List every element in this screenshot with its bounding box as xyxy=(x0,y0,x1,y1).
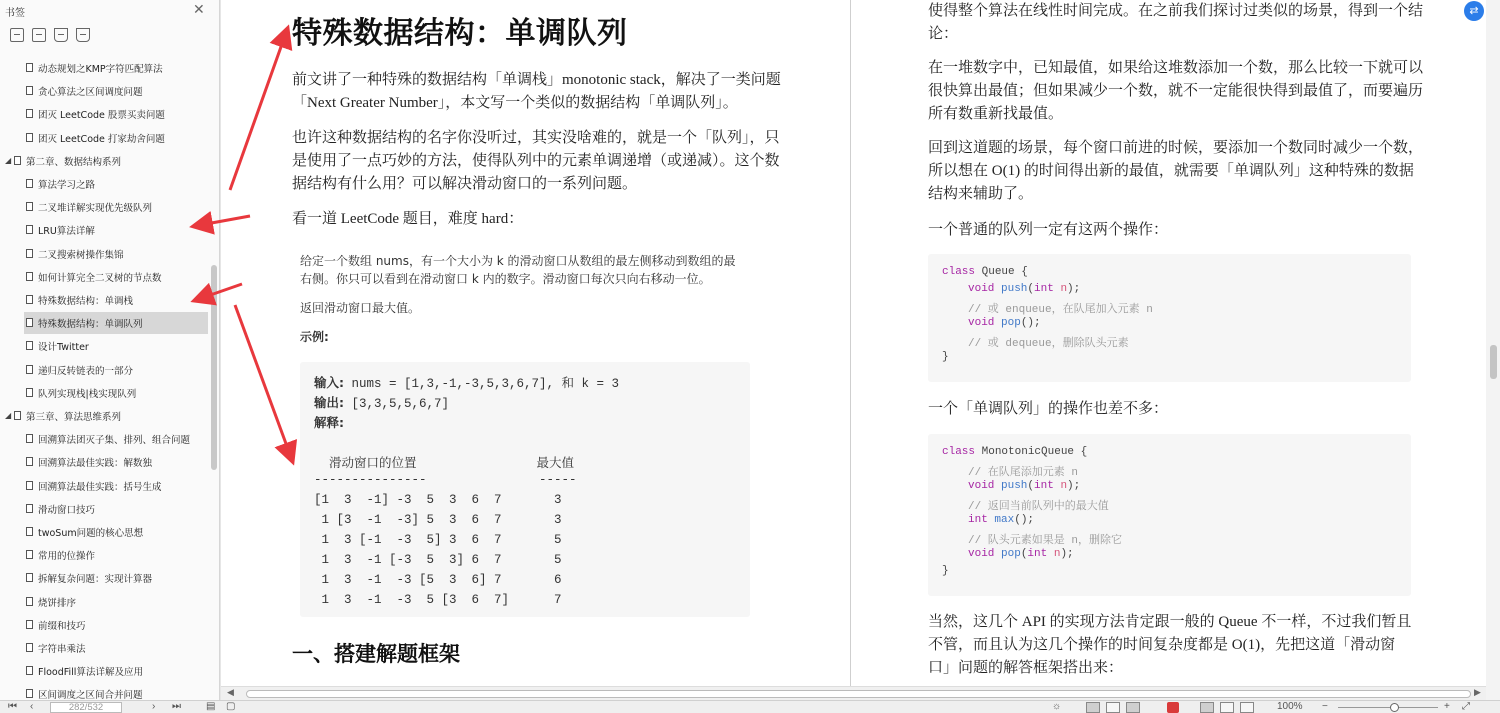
bookmark-item[interactable] xyxy=(0,196,210,218)
bookmark-label: 二叉搜索树操作集锦 xyxy=(38,249,124,261)
code-paren: ); xyxy=(1027,317,1041,329)
code-comment: // 队头元素如果是 n，删除它 xyxy=(968,535,1123,547)
text-line: 是使用了一点巧妙的方法，使得队列中的元素单调递增（或递减）。这个数 xyxy=(292,153,780,169)
code-keyword: class xyxy=(942,446,976,458)
code-paren: ( xyxy=(1020,548,1028,560)
code-arg-type: int xyxy=(1034,283,1054,295)
bookmark-label: twoSum问题的核心思想 xyxy=(38,528,144,539)
bookmark-label: 团灭 LeetCode 股票买卖问题 xyxy=(38,110,165,122)
code-type: int xyxy=(968,514,988,526)
bookmark-item[interactable] xyxy=(0,451,210,473)
bookmark-label: 算法学习之路 xyxy=(38,180,96,191)
bookmark-label: 特殊数据结构：单调栈 xyxy=(38,296,134,307)
code-type: void xyxy=(968,480,995,492)
document-icon xyxy=(26,527,33,536)
table-rule: --------------- ----- xyxy=(314,473,577,487)
problem-statement xyxy=(300,252,760,346)
code-block-queue xyxy=(928,254,1411,382)
code-class-name: MonotonicQueue { xyxy=(975,446,1088,458)
bookmark-label: 特殊数据结构：单调队列 xyxy=(38,319,143,331)
pdf-page-right xyxy=(851,0,1486,686)
code-function: pop xyxy=(994,548,1021,560)
document-icon xyxy=(26,573,33,582)
bookmark-item[interactable] xyxy=(0,103,210,125)
bookmark-item[interactable] xyxy=(0,80,210,102)
code-comment: // 或 dequeue，删除队头元素 xyxy=(968,338,1129,350)
paragraph-top xyxy=(928,0,1423,46)
code-line xyxy=(942,266,1028,278)
fit-page-button[interactable] xyxy=(1200,702,1214,713)
zoom-level[interactable]: 100% xyxy=(1277,701,1303,712)
continuous-view-button[interactable] xyxy=(1126,702,1140,713)
bookmark-label: 滑动窗口技巧 xyxy=(38,504,96,516)
document-icon xyxy=(26,272,33,281)
text-line: 当然，这几个 API 的实现方法肯定跟一般的 Queue 不一样，不过我们暂且 xyxy=(928,614,1412,630)
zoom-slider[interactable] xyxy=(1338,707,1438,708)
document-icon xyxy=(26,133,33,142)
bookmark-label: 拆解复杂问题：实现计算器 xyxy=(38,574,153,586)
bookmark-label: 回溯算法团灭子集、排列、组合问题 xyxy=(38,435,191,447)
open-file-icon[interactable]: ▤ xyxy=(206,701,216,712)
example-output-line xyxy=(314,393,449,411)
document-icon xyxy=(26,620,33,629)
code-paren: ); xyxy=(1067,283,1081,295)
document-icon xyxy=(26,318,33,327)
document-icon xyxy=(26,504,33,513)
paragraph-api xyxy=(928,611,1411,680)
bookmark-label: 前缀和技巧 xyxy=(38,620,86,632)
scroll-left-icon[interactable]: ◀ xyxy=(227,687,234,697)
text-line: 在一堆数字中，已知最值，如果给这堆数添加一个数，那么比较一下就可以 xyxy=(928,60,1424,76)
code-function: push xyxy=(994,283,1028,295)
bookmark-item[interactable] xyxy=(24,312,208,334)
double-page-view-button[interactable] xyxy=(1106,702,1120,713)
problem-return: 返回滑动窗口最大值。 xyxy=(300,301,421,315)
explain-label: 解释: xyxy=(314,415,344,430)
page-number-input[interactable]: 282/532 xyxy=(50,702,122,713)
prev-page-icon[interactable]: ‹ xyxy=(30,701,34,712)
table-row: 1 3 -1 -3 5 [3 6 7] 7 xyxy=(314,593,562,607)
document-icon xyxy=(26,457,33,466)
code-keyword: class xyxy=(942,266,976,278)
table-header: 滑动窗口的位置 最大值 xyxy=(314,457,575,471)
actual-size-button[interactable] xyxy=(1240,702,1254,713)
bookmark-label: 贪心算法之区间调度问题 xyxy=(38,87,143,99)
code-paren: ); xyxy=(1060,548,1074,560)
table-row: 1 3 [-1 -3 5] 3 6 7 5 xyxy=(314,533,562,547)
code-line xyxy=(968,334,1129,350)
text-line: 很快算出最值；但如果减少一个数，就不一定能很快得到最值了，而要遍历 xyxy=(928,83,1424,99)
bookmark-item[interactable] xyxy=(0,660,210,682)
code-paren: ( xyxy=(1020,317,1028,329)
bookmark-panel-title: 书签 xyxy=(5,8,25,19)
document-icon xyxy=(26,225,33,234)
problem-line: 右侧。你只可以看到在滑动窗口 k 内的数字。滑动窗口每次只向右移动一位。 xyxy=(300,272,711,286)
bookmark-panel xyxy=(0,0,220,700)
code-line: } xyxy=(942,565,949,577)
add-bookmark-icon[interactable] xyxy=(54,28,68,42)
bookmark-item[interactable] xyxy=(0,683,210,700)
table-row: [1 3 -1] -3 5 3 6 7 3 xyxy=(314,493,562,507)
bookmark-item[interactable] xyxy=(0,173,210,195)
document-icon xyxy=(26,643,33,652)
document-icon xyxy=(26,481,33,490)
bookmark-item[interactable] xyxy=(0,150,210,172)
output-value: [3,3,5,5,6,7] xyxy=(344,397,450,411)
bookmark-item[interactable] xyxy=(0,289,210,311)
bookmark-item[interactable] xyxy=(0,266,210,288)
example-code-block xyxy=(300,362,750,617)
bookmark-label: 回溯算法最佳实践：括号生成 xyxy=(38,481,162,493)
document-icon xyxy=(26,249,33,258)
bookmark-label: 字符串乘法 xyxy=(38,644,86,655)
code-block-monotonic-queue xyxy=(928,434,1411,596)
code-arg-type: int xyxy=(1034,480,1054,492)
bookmark-item[interactable] xyxy=(0,521,210,543)
bookmark-label: 如何计算完全二叉树的节点数 xyxy=(38,272,162,284)
translate-icon[interactable]: ⇄ xyxy=(1464,1,1484,21)
document-icon xyxy=(26,202,33,211)
single-page-view-button[interactable] xyxy=(1086,702,1100,713)
bookmark-item[interactable] xyxy=(0,614,210,636)
last-page-icon[interactable]: ⏭ xyxy=(172,701,181,712)
bookmark-item[interactable] xyxy=(0,475,210,497)
zoom-slider-handle[interactable] xyxy=(1390,703,1399,712)
input-label: 输入: xyxy=(314,375,344,390)
bookmark-item[interactable] xyxy=(0,428,210,450)
text-line: 回到这道题的场景，每个窗口前进的时候，要添加一个数同时减少一个数， xyxy=(928,140,1424,156)
bookmark-panel-header xyxy=(0,0,220,22)
document-icon xyxy=(26,86,33,95)
code-paren: ); xyxy=(1067,480,1081,492)
horizontal-scrollbar[interactable] xyxy=(221,686,1486,700)
document-icon xyxy=(26,388,33,397)
zoom-in-icon[interactable]: + xyxy=(1444,701,1450,712)
paragraph-3: 看一道 LeetCode 题目，难度 hard： xyxy=(292,211,524,227)
collapse-all-icon[interactable] xyxy=(32,28,46,42)
document-icon xyxy=(26,666,33,675)
code-function: max xyxy=(987,514,1015,526)
bookmark-item[interactable] xyxy=(0,382,210,404)
code-arg-type: int xyxy=(1027,548,1048,560)
code-line: } xyxy=(942,351,949,363)
document-icon xyxy=(26,109,33,118)
bookmark-scrollbar[interactable] xyxy=(211,265,217,470)
document-icon xyxy=(26,341,33,350)
code-line xyxy=(968,480,1080,492)
code-arg-name: n xyxy=(1053,480,1068,492)
code-function: push xyxy=(994,480,1028,492)
output-label: 输出: xyxy=(314,395,344,410)
document-icon xyxy=(14,411,21,420)
export-icon[interactable]: ▢ xyxy=(226,701,236,712)
bookmark-item[interactable] xyxy=(0,127,210,149)
table-row: 1 3 -1 [-3 5 3] 6 7 5 xyxy=(314,553,562,567)
paragraph-max xyxy=(928,57,1423,126)
expand-all-icon[interactable] xyxy=(10,28,24,42)
code-line xyxy=(968,463,1078,479)
first-page-icon[interactable]: ⏮ xyxy=(8,701,17,712)
text-line: 前文讲了一种特殊的数据结构「单调栈」monotonic stack，解决了一类问题 xyxy=(292,72,781,88)
text-line: 所以想在 O(1) 的时间得出新的最值，就需要「单调队列」这种特殊的数据 xyxy=(928,163,1414,179)
vertical-scroll-thumb[interactable] xyxy=(1490,345,1497,379)
text-line: 也许这种数据结构的名字你没听过，其实没啥难的，就是一个「队列」，只 xyxy=(292,130,780,146)
text-line: 据结构有什么用？可以解决滑动窗口的一系列问题。 xyxy=(292,176,638,192)
bookmark-icon[interactable] xyxy=(76,28,90,42)
text-line: 不管，而且认为这几个操作的时间复杂度都是 O(1)，先把这道「滑动窗 xyxy=(928,637,1396,653)
bookmark-label: LRU算法详解 xyxy=(38,226,95,238)
intro-paragraph xyxy=(292,69,781,115)
text-line: 论： xyxy=(928,26,959,42)
text-line: 所有数重新找最值。 xyxy=(928,106,1064,122)
text-line: 结构来辅助了。 xyxy=(928,186,1034,202)
code-type: void xyxy=(968,317,995,329)
section-heading: 一、搭建解题框架 xyxy=(292,641,460,666)
text-line: 使得整个算法在线性时间完成。在之前我们探讨过类似的场景，得到一个结 xyxy=(928,3,1424,19)
text-line: 「Next Greater Number」，本文写一个类似的数据结构「单调队列」。 xyxy=(292,95,738,111)
code-line xyxy=(968,531,1122,547)
bookmark-label: 常用的位操作 xyxy=(38,551,96,563)
collapse-triangle-icon[interactable]: ◢ xyxy=(5,155,12,165)
bookmark-item[interactable] xyxy=(0,567,210,589)
document-icon xyxy=(14,156,21,165)
eye-care-icon[interactable]: ☼ xyxy=(1052,701,1062,712)
code-type: void xyxy=(968,283,995,295)
bookmark-label: 第三章、算法思维系列 xyxy=(26,412,122,423)
code-comment: // 或 enqueue，在队尾加入元素 n xyxy=(968,304,1153,316)
document-icon xyxy=(26,295,33,304)
pdf-page-left xyxy=(221,0,850,686)
code-line xyxy=(968,548,1074,560)
collapse-triangle-icon[interactable]: ◢ xyxy=(5,411,12,420)
document-icon xyxy=(26,179,33,188)
code-line xyxy=(968,514,1034,526)
text-line: 口」问题的解答框架搭出来： xyxy=(928,660,1124,676)
bookmark-label: 区间调度之区间合并问题 xyxy=(38,690,143,700)
bookmark-item[interactable] xyxy=(0,219,210,241)
code-line xyxy=(968,283,1080,295)
paragraph-2 xyxy=(292,127,780,196)
bookmark-label: 队列实现栈|栈实现队列 xyxy=(38,388,137,400)
page-title: 特殊数据结构：单调队列 xyxy=(292,16,628,51)
play-icon[interactable] xyxy=(1167,702,1179,713)
code-line xyxy=(968,300,1153,316)
bookmark-item[interactable] xyxy=(0,359,210,381)
bookmark-item[interactable] xyxy=(0,335,210,357)
paragraph-monotonic: 一个「单调队列」的操作也差不多： xyxy=(928,401,1169,417)
code-arg-name: n xyxy=(1047,548,1061,560)
document-icon xyxy=(26,434,33,443)
code-paren: ( xyxy=(1027,283,1035,295)
bookmark-label: 烧饼排序 xyxy=(38,597,77,609)
code-line xyxy=(942,446,1087,458)
code-line xyxy=(968,317,1041,329)
input-value: nums = [1,3,-1,-3,5,3,6,7], 和 k = 3 xyxy=(344,377,620,391)
bookmark-item[interactable] xyxy=(0,498,210,520)
code-arg-name: n xyxy=(1053,283,1068,295)
bookmark-item[interactable] xyxy=(0,637,210,659)
document-icon xyxy=(26,63,33,72)
status-bar xyxy=(0,700,1500,713)
code-type: void xyxy=(968,548,995,560)
bookmark-item[interactable] xyxy=(0,544,210,566)
code-class-name: Queue { xyxy=(975,266,1028,278)
zoom-out-icon[interactable]: − xyxy=(1322,701,1328,712)
code-function: pop xyxy=(994,317,1021,329)
bookmark-toolbar xyxy=(0,28,220,46)
document-icon xyxy=(26,689,33,698)
table-row: 1 [3 -1 -3] 5 3 6 7 3 xyxy=(314,513,562,527)
bookmark-item[interactable] xyxy=(0,243,210,265)
vertical-scrollbar[interactable] xyxy=(1486,0,1500,700)
bookmark-label: 回溯算法最佳实践：解数独 xyxy=(38,458,153,470)
bookmark-label: 动态规划之KMP字符匹配算法 xyxy=(38,64,163,75)
code-paren: ); xyxy=(1020,514,1035,526)
document-icon xyxy=(26,597,33,606)
bookmark-label: 第二章、数据结构系列 xyxy=(26,156,122,168)
bookmark-label: 设计Twitter xyxy=(38,342,89,354)
code-line xyxy=(968,497,1109,513)
bookmark-item[interactable] xyxy=(0,405,210,427)
bookmark-label: 递归反转链表的一部分 xyxy=(38,365,134,377)
table-row: 1 3 -1 -3 [5 3 6] 7 6 xyxy=(314,573,562,587)
bookmark-label: 团灭 LeetCode 打家劫舍问题 xyxy=(38,133,165,145)
bookmark-label: FloodFill算法详解及应用 xyxy=(38,667,143,679)
scroll-right-icon[interactable]: ▶ xyxy=(1474,687,1481,697)
fullscreen-icon[interactable]: ⤢ xyxy=(1462,701,1470,712)
example-label: 示例: xyxy=(300,330,329,344)
code-paren: ( xyxy=(1027,480,1035,492)
next-page-icon[interactable]: › xyxy=(152,701,156,712)
paragraph-scene xyxy=(928,137,1423,206)
bookmark-label: 二叉堆详解实现优先级队列 xyxy=(38,203,153,215)
problem-line: 给定一个数组 nums，有一个大小为 k 的滑动窗口从数组的最左侧移动到数组的最 xyxy=(300,254,736,268)
document-icon xyxy=(26,550,33,559)
paragraph-queue: 一个普通的队列一定有这两个操作： xyxy=(928,222,1169,238)
example-input-line xyxy=(314,373,619,391)
document-icon xyxy=(26,365,33,374)
code-comment: // 返回当前队列中的最大值 xyxy=(968,501,1109,513)
bookmark-item[interactable] xyxy=(0,591,210,613)
horizontal-scroll-thumb[interactable] xyxy=(246,690,1471,698)
fit-width-button[interactable] xyxy=(1220,702,1234,713)
bookmark-item[interactable] xyxy=(0,57,210,79)
close-icon[interactable]: ✕ xyxy=(193,1,205,17)
code-paren: ( xyxy=(1014,514,1021,526)
code-comment: // 在队尾添加元素 n xyxy=(968,467,1079,479)
